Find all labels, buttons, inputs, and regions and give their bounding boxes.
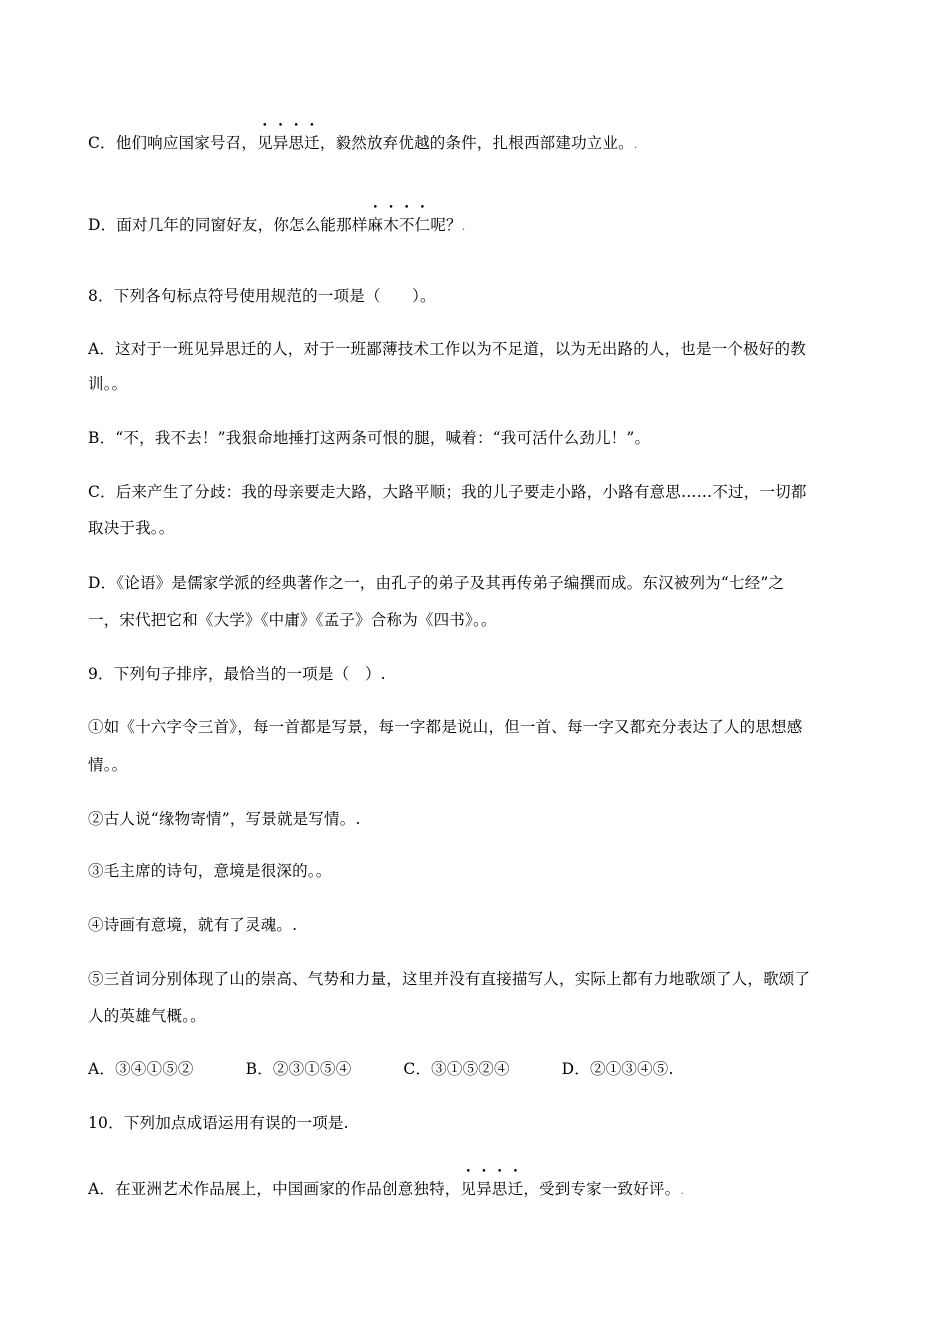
dotted-char: 异: [272, 134, 289, 152]
q10-option-a: [88, 1179, 863, 1201]
q9-option-b: B．②③①⑤④: [245, 1060, 352, 1078]
q7-d-prefix: D．面对几年的同窗好友，你怎么能那样: [88, 216, 368, 234]
q9-sentence-4: ④诗画有意境，就有了灵魂。.: [88, 916, 298, 934]
q8-option-a-line1: A．这对于一班见异思迁的人，对于一班鄙薄技术工作以为不足道，以为无出路的人，也是一个极好的教: [88, 340, 806, 358]
q9-sentence-5-line2: 人的英雄气概。。: [88, 1007, 206, 1025]
dotted-char: 迁: [507, 1180, 524, 1198]
dotted-char: 仁: [414, 216, 431, 234]
q7-d-suffix: 呢？: [430, 216, 462, 234]
q7-option-c: [88, 133, 863, 155]
q9-sentence-5-line1: ⑤三首词分别体现了山的崇高、气势和力量，这里并没有直接描写人，实际上都有力地歌颂了人，歌颂了: [88, 970, 811, 988]
q8-stem: 8．下列各句标点符号使用规范的一项是（ ）。: [88, 287, 436, 305]
dotted-char: 不: [398, 216, 415, 234]
paragraph-mark: .: [680, 1184, 685, 1197]
q8-option-d-line2: 一，宋代把它和《大学》《中庸》《孟子》合称为《四书》。。: [88, 611, 497, 629]
q10-a-prefix: A．在亚洲艺术作品展上，中国画家的作品创意独特，: [88, 1180, 461, 1198]
q9-option-c: C．③①⑤②④: [403, 1060, 510, 1078]
q9-sentence-1-line2: 情。。: [88, 756, 128, 774]
paragraph-mark: .: [461, 220, 466, 233]
paragraph-mark: .: [633, 138, 638, 151]
q8-option-c-line2: 取决于我。。: [88, 519, 175, 537]
dotted-char: 见: [460, 1180, 477, 1198]
dotted-char: 麻: [367, 216, 384, 234]
q9-sentence-3: ③毛主席的诗句，意境是很深的。。: [88, 862, 332, 880]
q8-option-c-line1: C．后来产生了分歧：我的母亲要走大路，大路平顺；我的儿子要走小路，小路有意思……不过，一切都: [88, 483, 807, 501]
q9-stem: 9．下列句子排序，最恰当的一项是（ ）.: [88, 665, 386, 683]
q8-option-a-line2: 训。。: [88, 375, 128, 393]
q9-sentence-1-line1: ①如《十六字令三首》，每一首都是写景，每一字都是说山，但一首、每一字又都充分表达了人的思想感: [88, 718, 803, 736]
dotted-char: 迁: [304, 134, 320, 152]
dotted-char: 思: [491, 1180, 508, 1198]
q7-c-prefix: C．他们响应国家号召，: [88, 134, 258, 152]
dotted-char: 木: [383, 216, 399, 234]
dotted-char: 见: [257, 134, 273, 152]
dotted-char: 异: [476, 1180, 492, 1198]
q10-a-suffix: ，受到专家一致好评。: [523, 1180, 681, 1198]
q9-options: [88, 1059, 863, 1079]
q7-option-d: [88, 215, 863, 237]
q9-option-d: D．②①③④⑤.: [561, 1060, 674, 1078]
q9-sentence-2: ②古人说“缘物寄情”，写景就是写情。.: [88, 810, 361, 828]
q8-option-b: B．“不，我不去！”我狠命地捶打这两条可恨的腿，喊着：“我可活什么劲儿！”。: [88, 429, 651, 447]
dotted-char: 思: [288, 134, 305, 152]
q10-stem: 10．下列加点成语运用有误的一项是.: [88, 1114, 349, 1132]
q8-option-d-line1: D．《论语》是儒家学派的经典著作之一，由孔子的弟子及其再传弟子编撰而成。东汉被列为“七经”之: [88, 574, 785, 592]
q9-option-a: A．③④①⑤②: [88, 1060, 194, 1078]
q7-c-suffix: ，毅然放弃优越的条件，扎根西部建功立业。: [319, 134, 634, 152]
